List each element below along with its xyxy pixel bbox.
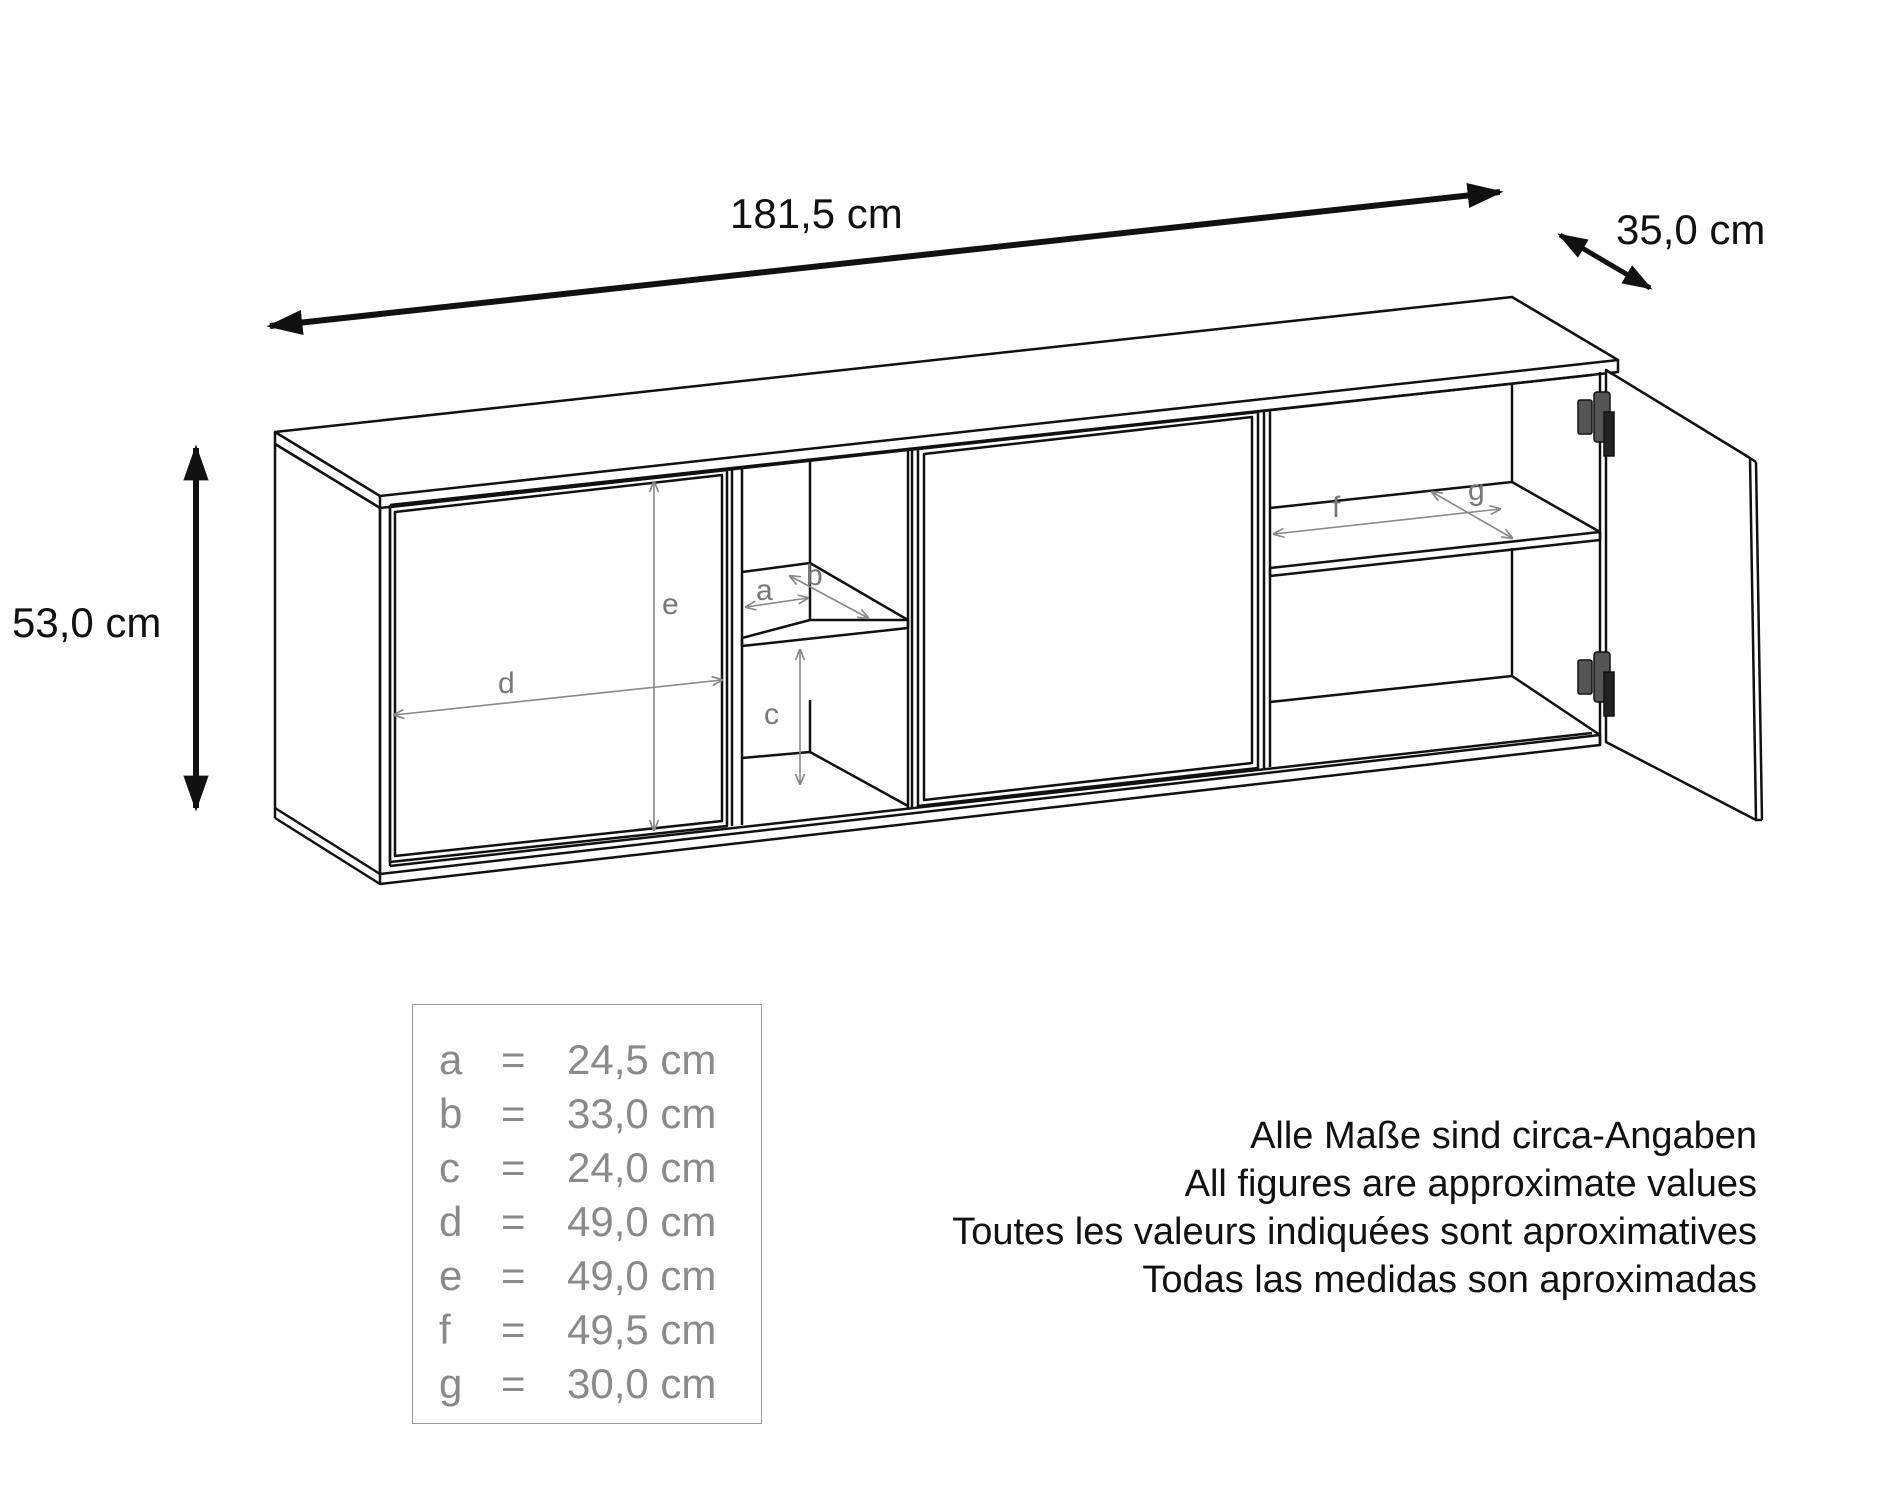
label-d: d: [498, 667, 515, 700]
note-de: Alle Maße sind circa-Angaben: [1250, 1115, 1757, 1157]
note-fr: Toutes les valeurs indiquées sont aproximatives: [952, 1211, 1757, 1253]
label-f: f: [1332, 491, 1341, 524]
legend-row: [413, 1249, 763, 1303]
width-label: 181,5 cm: [730, 190, 903, 237]
legend-equals: =: [501, 1090, 526, 1137]
legend-key: a: [439, 1036, 463, 1083]
label-g: g: [1468, 474, 1485, 507]
legend-value: 24,5 cm: [567, 1036, 717, 1083]
legend-equals: =: [501, 1144, 526, 1191]
hinge-icon: [1578, 652, 1614, 716]
legend-key: b: [439, 1090, 463, 1137]
legend-row: [413, 1357, 763, 1411]
legend-key: f: [439, 1306, 451, 1353]
legend-equals: =: [501, 1252, 526, 1299]
cabinet-body: [275, 297, 1762, 884]
label-a: a: [756, 574, 773, 607]
legend-value: 24,0 cm: [567, 1144, 717, 1191]
height-label: 53,0 cm: [12, 599, 162, 646]
legend-key: d: [439, 1198, 463, 1245]
label-c: c: [764, 698, 779, 731]
approximation-notes: [952, 1112, 1757, 1304]
legend-equals: =: [501, 1198, 526, 1245]
legend-value: 49,5 cm: [567, 1306, 717, 1353]
label-b: b: [806, 559, 823, 592]
note-en: All figures are approximate values: [1184, 1163, 1757, 1205]
legend-equals: =: [501, 1360, 526, 1407]
legend-row: [413, 1303, 763, 1357]
legend-value: 33,0 cm: [567, 1090, 717, 1137]
inner-dimensions: [394, 482, 1512, 830]
legend-value: 49,0 cm: [567, 1252, 717, 1299]
legend-row: [413, 1033, 763, 1087]
legend-key: c: [439, 1144, 460, 1191]
legend-value: 49,0 cm: [567, 1198, 717, 1245]
legend-key: e: [439, 1252, 463, 1299]
legend-value: 30,0 cm: [567, 1360, 717, 1407]
dimension-legend: [412, 1004, 762, 1424]
legend-row: [413, 1087, 763, 1141]
hinge-icon: [1578, 392, 1614, 456]
depth-label: 35,0 cm: [1616, 206, 1766, 253]
legend-row: [413, 1141, 763, 1195]
legend-equals: =: [501, 1306, 526, 1353]
note-es: Todas las medidas son aproximadas: [1142, 1259, 1757, 1301]
label-e: e: [662, 588, 679, 621]
legend-equals: =: [501, 1036, 526, 1083]
legend-row: [413, 1195, 763, 1249]
legend-key: g: [439, 1360, 463, 1407]
